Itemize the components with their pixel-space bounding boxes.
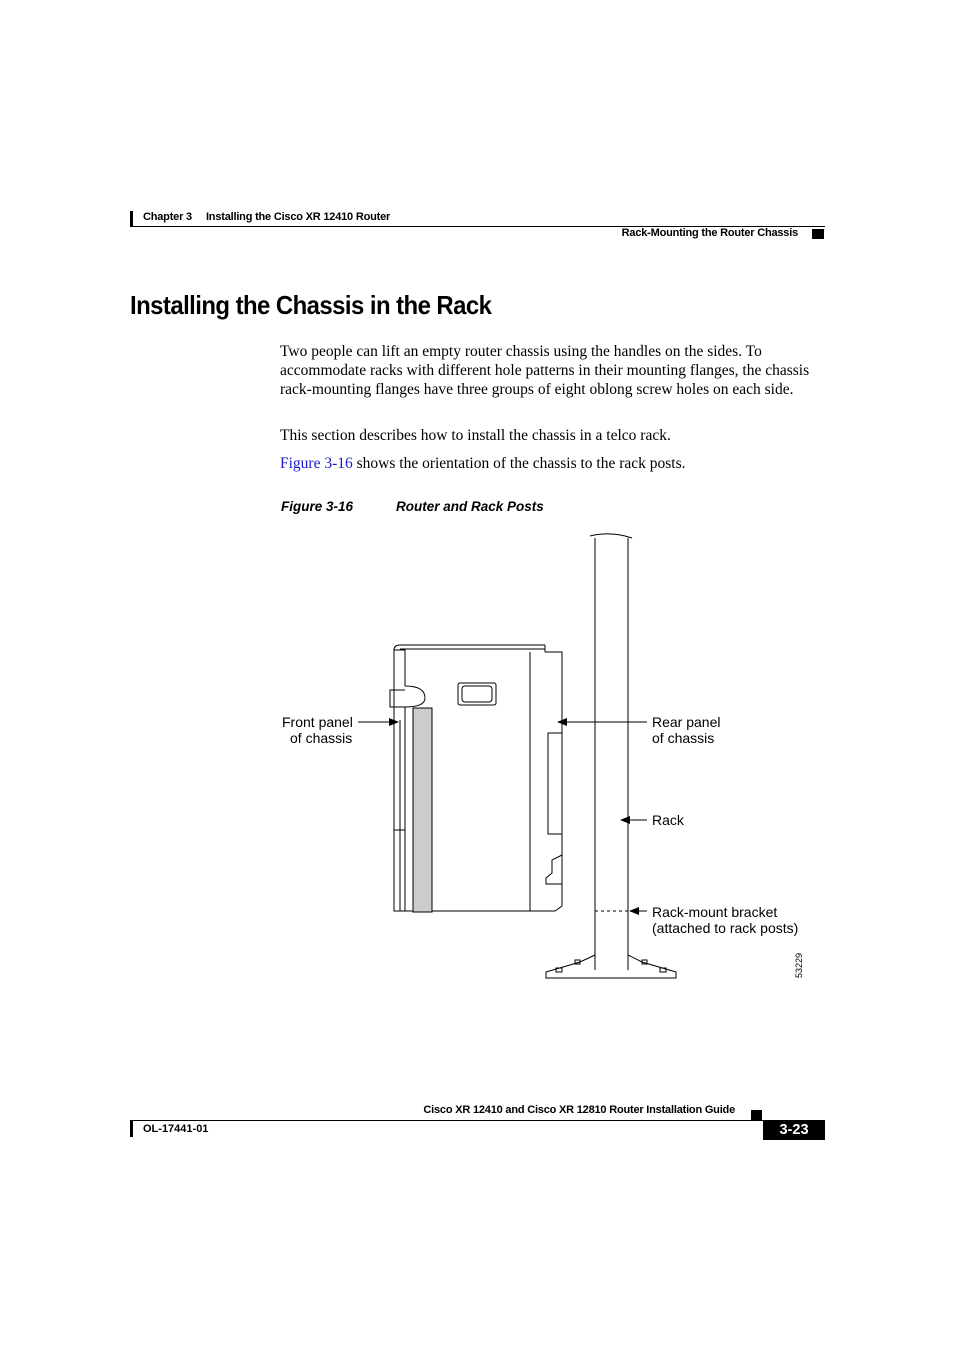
footer-guide-title: Cisco XR 12410 and Cisco XR 12810 Router Installation Guide <box>423 1104 735 1116</box>
label-front-panel: Front panel <box>282 714 353 730</box>
label-rear-panel: Rear panel <box>652 714 721 730</box>
figure-number: Figure 3-16 <box>281 499 354 514</box>
label-rear-panel-line2: of chassis <box>652 730 715 746</box>
label-front-panel-line2: of chassis <box>290 730 353 746</box>
figure-reference-text: shows the orientation of the chassis to the rack posts. <box>352 455 686 472</box>
art-id: 53229 <box>794 952 804 978</box>
figure-title: Router and Rack Posts <box>396 499 544 514</box>
paragraph-section-description: This section describes how to install the chassis in a telco rack. <box>280 427 671 444</box>
paragraph-lifting: Two people can lift an empty router chassis using the handles on the sides. To accommodate racks with different hole patterns in their mounting flanges, the chassis rack-mounting flanges have three groups of eight oblong screw holes on each side. <box>280 343 810 398</box>
page-number: 3-23 <box>763 1121 825 1140</box>
footer-bar <box>130 1121 133 1137</box>
footer-rule <box>130 1120 825 1121</box>
label-bracket: Rack-mount bracket <box>652 904 778 920</box>
label-bracket-line2: (attached to rack posts) <box>652 920 799 936</box>
footer-marker <box>751 1110 762 1120</box>
footer-doc-number: OL-17441-01 <box>143 1123 209 1135</box>
chapter-title: Installing the Cisco XR 12410 Router <box>205 211 391 223</box>
figure-link[interactable]: Figure 3-16 <box>280 455 353 472</box>
label-rack: Rack <box>652 812 684 828</box>
page-heading: Installing the Chassis in the Rack <box>130 290 492 320</box>
router-chassis <box>390 645 562 912</box>
chapter-number: Chapter 3 <box>143 211 192 223</box>
header-section-title: Rack-Mounting the Router Chassis <box>621 227 798 239</box>
